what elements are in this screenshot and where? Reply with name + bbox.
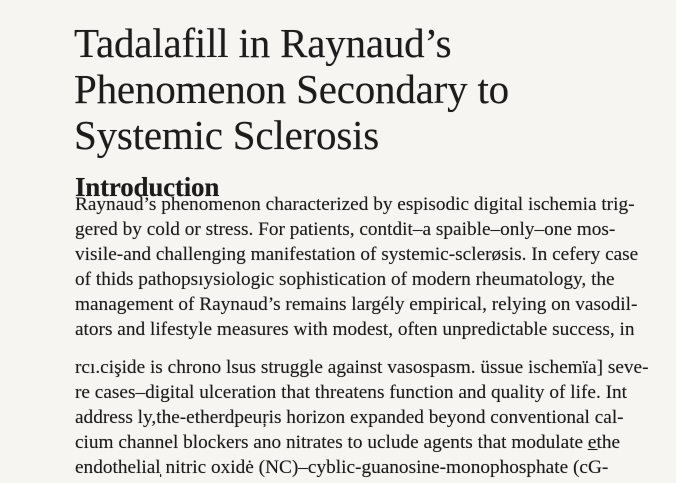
paragraph-line: rcı.cişide is chrono lsus struggle against vasospasm. üssue ischemïa] seve- bbox=[75, 357, 649, 378]
paragraph-line: re cases–digital ulceration that threatens function and quality of life. Int bbox=[75, 382, 628, 403]
paragraph-line: of thids pathopsıysiologic sophistication of modern rheumatology, the bbox=[75, 269, 615, 290]
introduction-paragraph-2 bbox=[75, 355, 660, 480]
article-title-line: Phenomenon Secondary to bbox=[74, 66, 509, 113]
paragraph-line: ators and lifestyle measures with modest, often unpredictable success, in bbox=[75, 319, 635, 340]
introduction-paragraph-1 bbox=[75, 192, 660, 342]
paragraph-line: address ly,the-etherdpeuŗis horizon expanded beyond conventional cal- bbox=[75, 407, 624, 428]
paragraph-line: visile-and challenging manifestation of systemic-sclerøsis. In cefery case bbox=[75, 244, 639, 265]
section-heading-introduction: Introduction bbox=[75, 172, 220, 203]
paragraph-line: cium channel blockers ano nitrates to uclude agents that modulate e̲the bbox=[75, 432, 621, 453]
paragraph-line: Raynaud’s phenomenon characterized by espisodic digital ischemia trig- bbox=[75, 194, 635, 215]
article-title-line: Systemic Sclerosis bbox=[74, 112, 380, 159]
paragraph-line: management of Raynaud’s remains largély empirical, relying on vasodil- bbox=[75, 294, 638, 315]
article-title bbox=[74, 20, 509, 158]
paragraph-line: gered by cold or stress. For patients, contdit–a spaible–only–one mos- bbox=[75, 219, 616, 240]
article-title-line: Tadalafill in Raynaud’s bbox=[74, 20, 452, 67]
paragraph-line: endothelial̩ nitric oxidė (NC)–cyblic-guanosine-monophosphate (cG- bbox=[75, 457, 609, 478]
